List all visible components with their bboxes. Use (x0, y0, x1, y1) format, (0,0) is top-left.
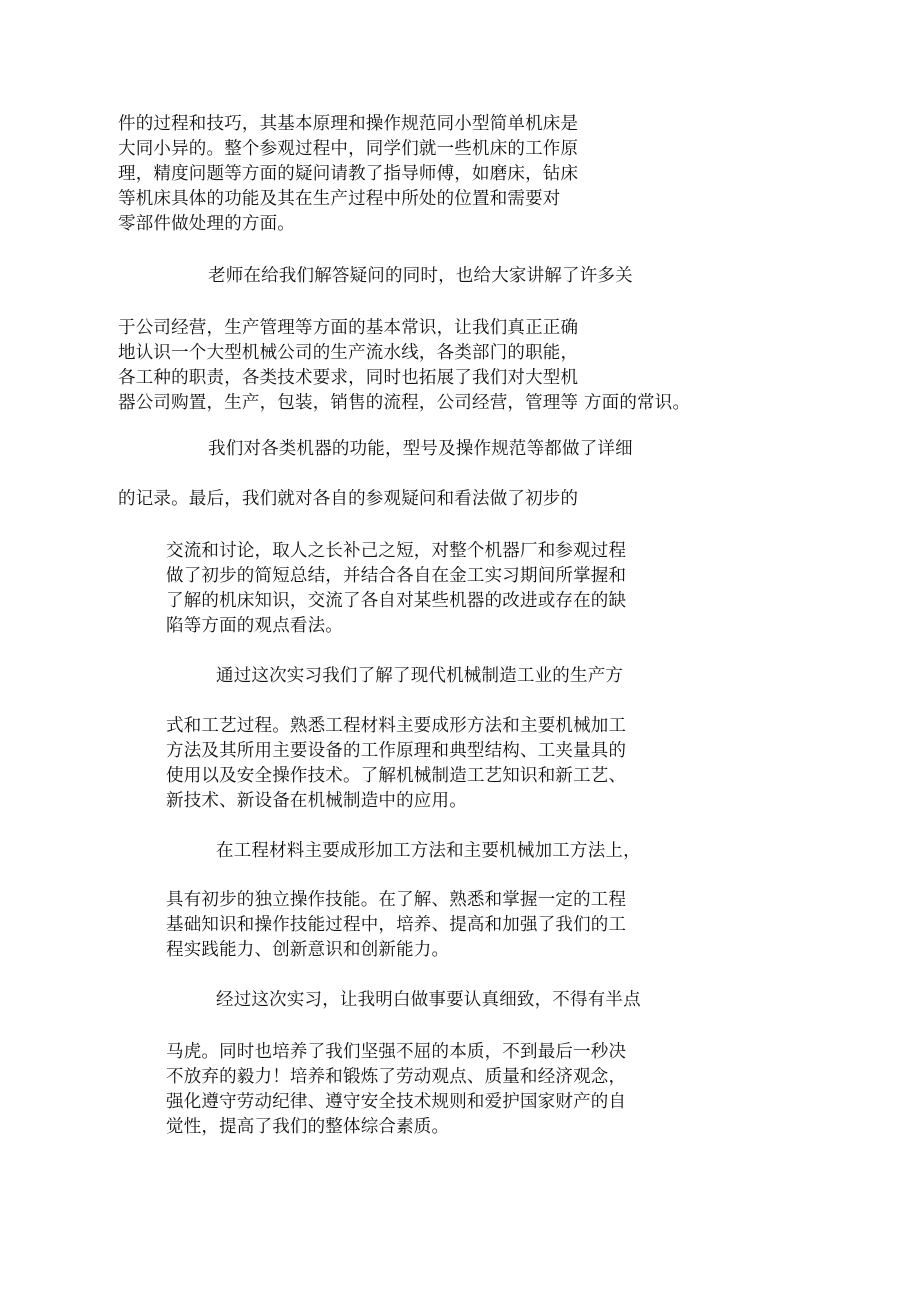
text-line: 的记录。最后，我们就对各自的参观疑问和看法做了初步的 (118, 489, 579, 509)
text-line: 具有初步的独立操作技能。在了解、熟悉和掌握一定的工程 (166, 890, 627, 910)
text-line: 大同小异的。整个参观过程中，同学们就一些机床的工作原 (118, 139, 579, 159)
text-line: 经过这次实习，让我明白做事要认真细致，不得有半点 (216, 990, 641, 1010)
text-line: 方法及其所用主要设备的工作原理和典型结构、工夹量具的 (166, 741, 627, 761)
text-line: 在工程材料主要成形加工方法和主要机械加工方法上， (216, 841, 641, 861)
text-line: 强化遵守劳动纪律、遵守安全技术规则和爱护国家财产的自 (166, 1092, 627, 1112)
text-line: 交流和讨论，取人之长补己之短，对整个机器厂和参观过程 (166, 541, 627, 561)
text-line: 于公司经营，生产管理等方面的基本常识，让我们真正正确 (118, 318, 579, 338)
text-line: 各工种的职责，各类技术要求，同时也拓展了我们对大型机 (118, 368, 579, 388)
text-line: 老师在给我们解答疑问的同时，也给大家讲解了许多关 (208, 266, 633, 286)
text-line: 基础知识和操作技能过程中，培养、提高和加强了我们的工 (166, 915, 627, 935)
text-line: 地认识一个大型机械公司的生产流水线，各类部门的职能， (118, 343, 579, 363)
text-line: 件的过程和技巧，其基本原理和操作规范同小型简单机床是 (118, 114, 579, 134)
text-line: 零部件做处理的方面。 (118, 214, 295, 234)
text-line: 程实践能力、创新意识和创新能力。 (166, 940, 450, 960)
text-line: 等机床具体的功能及其在生产过程中所处的位置和需要对 (118, 189, 561, 209)
text-line: 觉性，提高了我们的整体综合素质。 (166, 1117, 450, 1137)
text-line: 马虎。同时也培养了我们坚强不屈的本质，不到最后一秒决 (166, 1042, 627, 1062)
text-line: 陷等方面的观点看法。 (166, 616, 343, 636)
text-line: 我们对各类机器的功能，型号及操作规范等都做了详细 (208, 439, 633, 459)
text-line: 理，精度问题等方面的疑问请教了指导师傅，如磨床，钻床 (118, 164, 579, 184)
text-line: 式和工艺过程。熟悉工程材料主要成形方法和主要机械加工 (166, 716, 627, 736)
text-line: 器公司购置，生产，包装，销售的流程，公司经营，管理等 方面的常识。 (118, 393, 691, 413)
text-line: 不放弃的毅力！培养和锻炼了劳动观点、质量和经济观念， (166, 1067, 627, 1087)
text-line: 做了初步的简短总结，并结合各自在金工实习期间所掌握和 (166, 566, 627, 586)
text-line: 了解的机床知识，交流了各自对某些机器的改进或存在的缺 (166, 591, 627, 611)
text-line: 使用以及安全操作技术。了解机械制造工艺知识和新工艺、 (166, 766, 627, 786)
text-line: 新技术、新设备在机械制造中的应用。 (166, 791, 467, 811)
text-line: 通过这次实习我们了解了现代机械制造工业的生产方 (216, 666, 624, 686)
